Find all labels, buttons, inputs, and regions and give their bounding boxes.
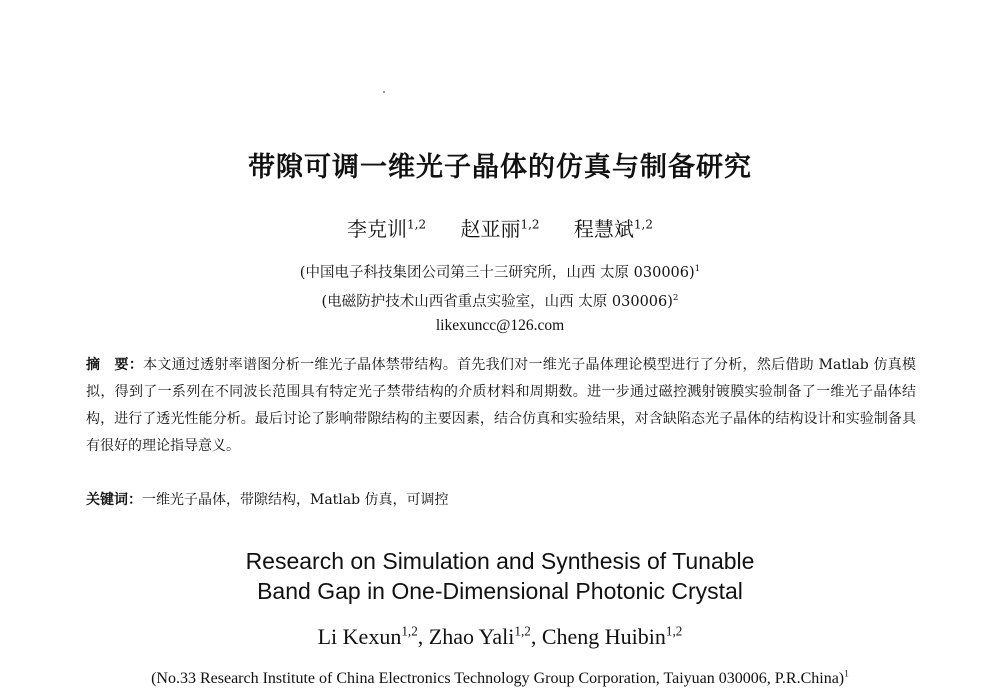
affiliation-en: (No.33 Research Institute of China Electronics Technology Group Corporation, Taiyuan 030006, P.R.China)$^1$ [151, 668, 849, 687]
abstract-text: 本文通过透射率谱图分析一维光子晶体禁带结构。首先我们对一维光子晶体理论模型进行了分析，然后借助 Matlab 仿真模拟，得到了一系列在不同波长范围具有特定光子禁带结构的介质材料和周期数。进一步通过磁控溅射镀膜实验制备了一维光子晶体结构，进行了透光性能分析。最后讨论了影响带隙结构的主要因素，结合仿真和实验结果，对含缺陷态光子晶体的结构设计和实验制备具有很好的理论指导意义。 [86, 357, 916, 454]
author-cn: 程慧斌$^{1,2}$ [573, 217, 653, 241]
author-email: likexuncc@126.com [435, 317, 565, 334]
english-title-line-1: Research on Simulation and Synthesis of Tunable [245, 548, 755, 574]
english-title [0, 546, 1000, 606]
english-title-line-2: Band Gap in One-Dimensional Photonic Crystal [257, 578, 743, 604]
author-cn: 李克训$^{1,2}$ [347, 217, 427, 241]
affiliation-cn-2: (电磁防护技术山西省重点实验室，山西 太原 030006)$^2$ [321, 293, 679, 310]
author-en: Li Kexun$^{1,2}$ [317, 623, 418, 649]
chinese-authors [0, 213, 1000, 242]
scan-speck [383, 91, 385, 93]
english-authors: Li Kexun$^{1,2}$, Zhao Yali$^{1,2}$, Cheng Huibin$^{1,2}$ [317, 623, 683, 649]
chinese-title: 带隙可调一维光子晶体的仿真与制备研究 [248, 152, 752, 183]
keywords [86, 487, 916, 514]
keywords-text: 一维光子晶体，带隙结构，Matlab 仿真，可调控 [142, 492, 449, 508]
abstract [86, 352, 916, 460]
affiliation-cn-1: (中国电子科技集团公司第三十三研究所，山西 太原 030006)$^1$ [299, 264, 701, 281]
keywords-label: 关键词： [86, 492, 142, 508]
author-en: Cheng Huibin$^{1,2}$ [541, 623, 683, 649]
author-en: Zhao Yali$^{1,2}$ [428, 623, 531, 649]
author-cn: 赵亚丽$^{1,2}$ [460, 217, 540, 241]
abstract-label: 摘 要： [86, 357, 144, 373]
